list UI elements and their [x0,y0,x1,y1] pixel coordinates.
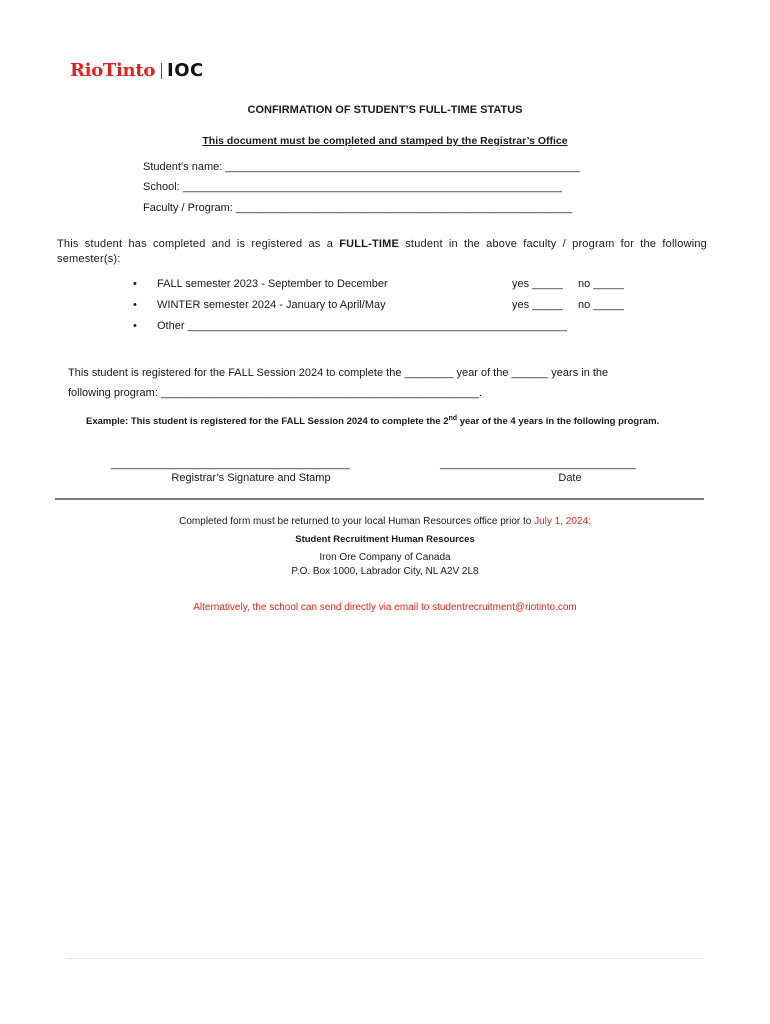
faculty-program-field[interactable]: Faculty / Program: _______________________________________________________ [143,202,573,214]
company-address: P.O. Box 1000, Labrador City, NL A2V 2L8 [291,566,479,577]
bullet-icon: • [133,278,137,290]
return-text: Completed form must be returned to your local Human Resources office prior to [179,516,535,527]
semester-fall-yes[interactable]: yes _____ [512,278,563,290]
status-text-bold: FULL-TIME [339,238,400,250]
return-instructions [0,516,770,527]
school-field[interactable]: School: ______________________________________________________________ [143,181,563,193]
date-line[interactable]: ________________________________ [440,458,636,470]
status-text-after: student in the above faculty / program for the following semester(s): [57,238,707,265]
student-name-field[interactable]: Student’s name: __________________________________________________________ [143,161,581,173]
logo-ioc: IOC [167,60,204,81]
example-text-rest: year of the 4 years in the following program. [457,416,660,428]
registration-line-2[interactable]: following program: ____________________________________________________. [68,387,483,399]
semester-winter-no[interactable]: no _____ [578,299,624,311]
semester-winter-yes[interactable]: yes _____ [512,299,563,311]
alternative-email-note: Alternatively, the school can send directly via email to studentrecruitment@riotinto.com [193,602,577,613]
logo-divider [161,63,162,79]
signature-label: Registrar’s Signature and Stamp [171,472,331,484]
status-paragraph [57,237,707,267]
company-logo [70,60,204,81]
bullet-icon: • [133,299,137,311]
page-bottom-rule [66,958,704,959]
example-superscript: nd [448,415,458,422]
section-divider [55,498,704,500]
semester-fall-label: FALL semester 2023 - September to December [157,278,388,290]
registration-line-1[interactable]: This student is registered for the FALL Session 2024 to complete the ________ year of the ______ years in the [68,367,609,379]
example-text: Example: This student is registered for the FALL Session 2024 to complete the 2 [86,416,449,428]
company-name: Iron Ore Company of Canada [319,552,451,563]
semester-fall-no[interactable]: no _____ [578,278,624,290]
signature-line[interactable]: _______________________________________ [111,458,350,470]
bullet-icon: • [133,320,137,332]
document-title: CONFIRMATION OF STUDENT’S FULL-TIME STATUS [247,104,523,116]
document-subtitle: This document must be completed and stamped by the Registrar’s Office [202,135,568,147]
status-text-before: This student has completed and is registered as a [57,238,340,250]
example-note [86,412,706,429]
department-name: Student Recruitment Human Resources [295,534,475,545]
logo-riotinto: RioTinto [70,60,156,81]
semester-winter-label: WINTER semester 2024 - January to April/May [157,299,386,311]
semester-other-field[interactable]: Other ______________________________________________________________ [157,320,567,332]
date-label: Date [558,472,582,484]
return-deadline: July 1, 2024: [534,516,591,527]
